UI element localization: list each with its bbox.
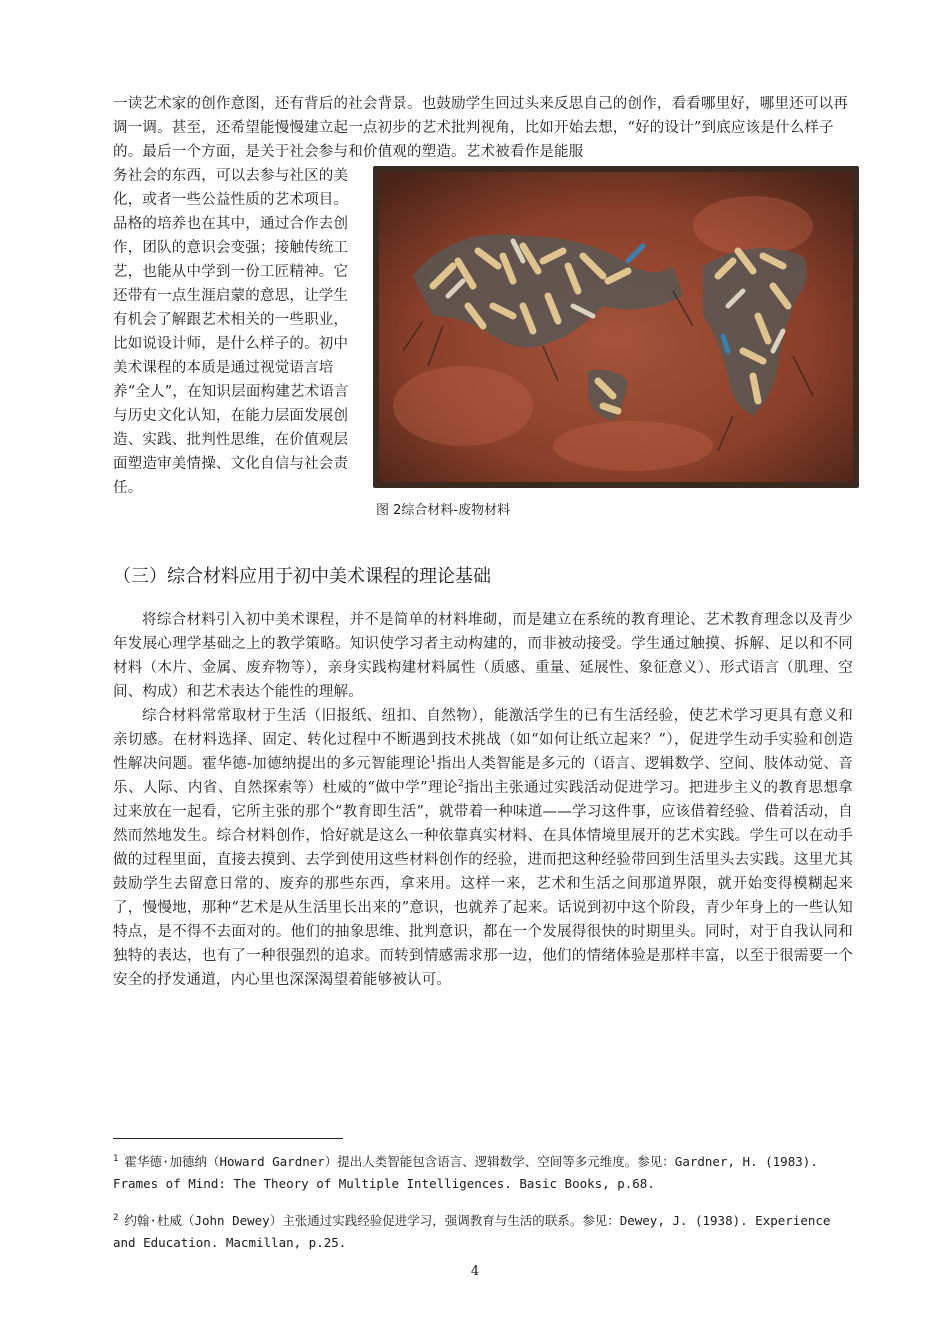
footnote-2-text: 约翰·杜威（John Dewey）主张通过实践经验促进学习，强调教育与生活的联系。参见：Dewey, J. (1938). Experience and Education. Macmillan, p.25. bbox=[113, 1213, 831, 1250]
paragraph-2-part-a: 综合材料常常取材于生活（旧报纸、纽扣、自然物），能激活学生的已有生活经验，使艺术学习更具有意义和亲切感。在材料选择、固定、转化过程中不断遇到技术挑战（如“如何让纸立起来？”），促进学生动手实验和创造性解决问题。霍华德-加德纳提出的多元智能理论 bbox=[113, 708, 853, 772]
footnote-ref-2[interactable]: 2 bbox=[457, 779, 464, 790]
section-heading: （三）综合材料应用于初中美术课程的理论基础 bbox=[113, 566, 491, 587]
footnote-1 bbox=[113, 1151, 853, 1195]
intro-paragraph: 一读艺术家的创作意图，还有背后的社会背景。也鼓励学生回过头来反思自己的创作，看看哪里好，哪里还可以再调一调。甚至，还希望能慢慢建立起一点初步的艺术批判视角，比如开始去想，“好的设计”到底应该是什么样子的。最后一个方面，是关于社会参与和价值观的塑造。艺术被看作是能服 bbox=[113, 96, 848, 160]
footnote-divider bbox=[113, 1138, 343, 1139]
footnote-1-text: 霍华德·加德纳（Howard Gardner）提出人类智能包含语言、逻辑数学、空间等多元维度。参见：Gardner, H. (1983). Frames of Mind: The Theory of Multiple Intelligences. Basic Books, p.68. bbox=[113, 1154, 818, 1191]
artwork-illustration bbox=[373, 166, 859, 488]
footnote-2 bbox=[113, 1210, 853, 1254]
section-body bbox=[113, 608, 853, 992]
footnote-ref-1[interactable]: 1 bbox=[430, 755, 437, 766]
section-paragraph-1: 将综合材料引入初中美术课程，并不是简单的材料堆砌，而是建立在系统的教育理论、艺术教育理念以及青少年发展心理学基础之上的教学策略。知识使学习者主动构建的，而非被动接受。学生通过触摸、拆解、足以和不同材料（木片、金属、废弃物等），亲身实践构建材料属性（质感、重量、延展性、象征意义）、形式语言（肌理、空间、构成）和艺术表达个能性的理解。 bbox=[113, 612, 853, 700]
waste-material-artwork-image bbox=[373, 166, 859, 488]
paragraph-2-part-b: 指出人类智能是多元的（语言、逻辑数学、空间、肢体动觉、音乐、人际、内省、自然探索等）杜威的“做中学”理论 bbox=[113, 756, 853, 796]
page-number: 4 bbox=[470, 1264, 480, 1279]
section-paragraph-2 bbox=[113, 704, 853, 992]
paragraph-2-part-c: 指出主张通过实践活动促进学习。把进步主义的教育思想拿过来放在一起看，它所主张的那个“教育即生活”，就带着一种味道——学习这件事，应该借着经验、借着活动，自然而然地发生。综合材料创作，恰好就是这么一种依靠真实材料、在具体情境里展开的艺术实践。学生可以在动手做的过程里面，直接去摸到、去学到使用这些材料创作的经验，进而把这种经验带回到生活里头去实践。这里尤其鼓励学生去留意日常的、废弃的那些东西，拿来用。这样一来，艺术和生活之间那道界限，就开始变得模糊起来了，慢慢地，那种“艺术是从生活里长出来的”意识，也就养了起来。话说到初中这个阶段，青少年身上的一些认知特点，是不得不去面对的。他们的抽象思维、批判意识，都在一个发展得很快的时期里头。同时，对于自我认同和独特的表达，也有了一种很强烈的追求。而转到情感需求那一边，他们的情绪体验是那样丰富，以至于很需要一个安全的抒发通道，内心里也深深渴望着能够被认可。 bbox=[113, 780, 854, 988]
footnote-2-number: 2 bbox=[113, 1212, 119, 1223]
footnote-1-number: 1 bbox=[113, 1153, 119, 1164]
figure-caption: 图 2综合材料-废物材料 bbox=[376, 503, 511, 518]
side-paragraph: 务社会的东西，可以去参与社区的美化，或者一些公益性质的艺术项目。品格的培养也在其中，通过合作去创作，团队的意识会变强；接触传统工艺，也能从中学到一份工匠精神。它还带有一点生涯启蒙的意思，让学生有机会了解跟艺术相关的一些职业，比如说设计师，是什么样子的。初中美术课程的本质是通过视觉语言培养“全人”，在知识层面构建艺术语言与历史文化认知，在能力层面发展创造、实践、批判性思维，在价值观层面塑造审美情操、文化自信与社会责任。 bbox=[113, 168, 349, 496]
